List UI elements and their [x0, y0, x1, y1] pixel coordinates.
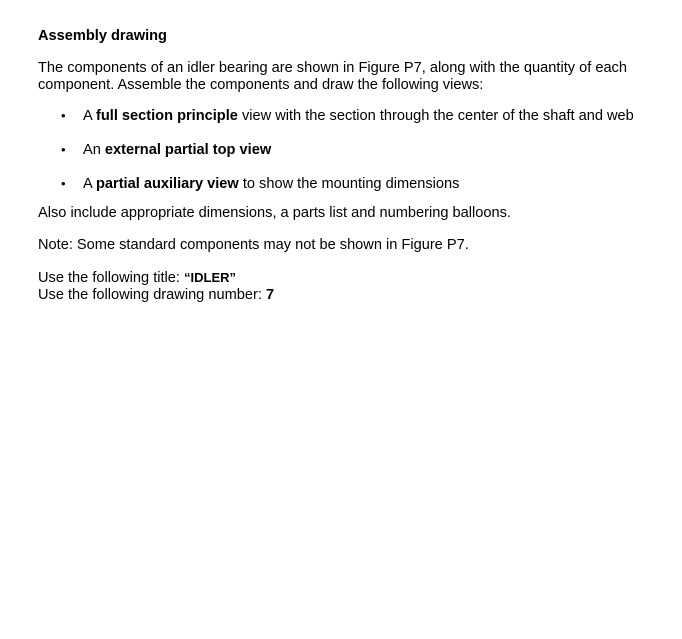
bullet-icon: •: [61, 108, 66, 123]
view-prefix: A: [83, 108, 96, 124]
title-label: Use the following title:: [38, 270, 185, 286]
view-prefix: An: [83, 142, 105, 158]
drawing-number-value: 7: [265, 287, 275, 303]
title-value: “IDLER”: [184, 270, 237, 285]
view-name: full section principle: [95, 108, 238, 124]
section-heading: Assembly drawing: [38, 28, 167, 44]
view-suffix: view with the section through the center of the shaft and web: [237, 108, 634, 124]
drawing-number-instruction: [38, 287, 663, 304]
list-item: [38, 175, 663, 193]
drawing-number-label: Use the following drawing number:: [38, 287, 266, 303]
list-item: [38, 107, 663, 125]
document-page: [38, 27, 663, 304]
intro-paragraph: The components of an idler bearing are shown in Figure P7, along with the quantity of each component. Assemble the components and draw the following views:: [38, 60, 627, 93]
bullet-icon: •: [61, 142, 66, 157]
view-prefix: A: [83, 176, 96, 192]
include-note: Also include appropriate dimensions, a parts list and numbering balloons.: [38, 205, 511, 221]
view-name: external partial top view: [104, 142, 272, 158]
standard-components-note: Note: Some standard components may not be shown in Figure P7.: [38, 237, 469, 253]
view-suffix: to show the mounting dimensions: [238, 176, 460, 192]
title-instruction: [38, 269, 663, 287]
views-list: [38, 107, 663, 193]
bullet-icon: •: [61, 176, 66, 191]
list-item: [38, 141, 663, 159]
view-name: partial auxiliary view: [95, 176, 239, 192]
